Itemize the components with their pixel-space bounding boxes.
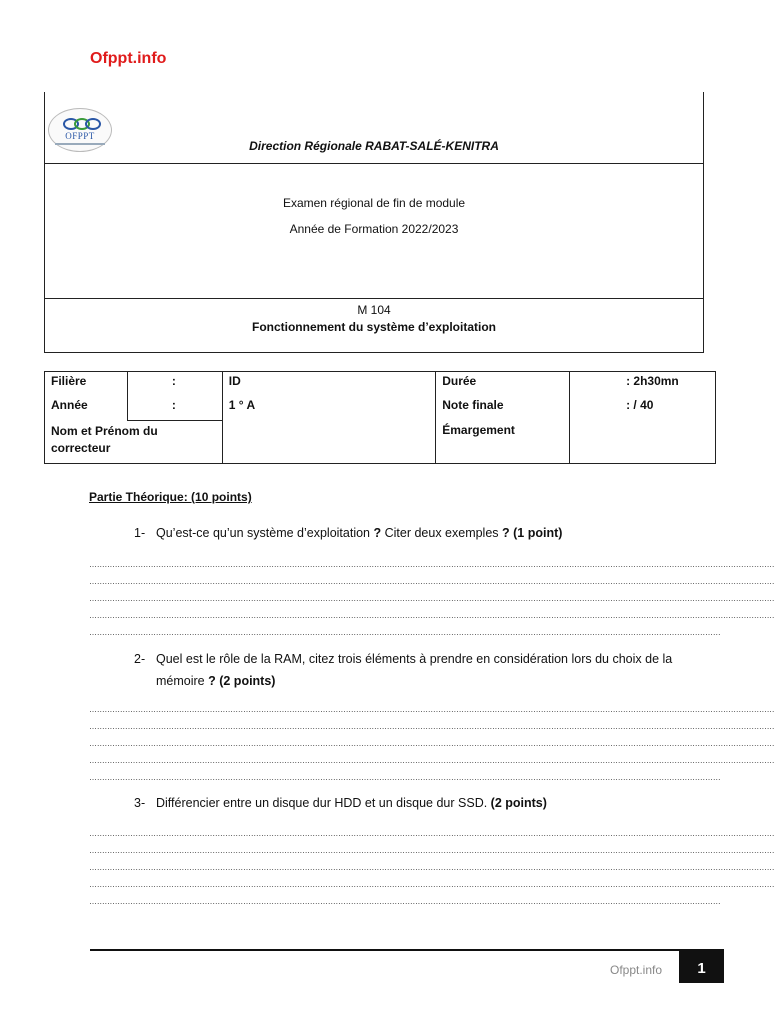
emargement-label: Émargement: [436, 421, 570, 464]
footer-site[interactable]: Ofppt.info: [610, 963, 663, 977]
question-number: 3-: [134, 796, 146, 810]
info-table: [44, 371, 716, 464]
emargement-field: [570, 421, 716, 464]
question-3: [134, 792, 674, 814]
question-text: Qu’est-ce qu’un système d’exploitation ? Citer deux exemples ? (1 point): [156, 526, 563, 540]
filiere-colon: :: [127, 372, 222, 397]
answer-area-2[interactable]: …………………………………………………………………………………………………………………………………………………………………………………………………………………………………………… …………………………………………………………………………………………………………………………………………………………………………………………………………………………………………… …………………………………………………………………………………………………………………………………………………………………………………………………………………………………………… …………………………………………………………………………………………………………………………………………………………………………………………………………………………………………… …………………………………………………………………………………………………………………………………………………………………………………………………………………………: [89, 705, 774, 782]
correcteur-label: Nom et Prénom du correcteur: [45, 421, 223, 464]
question-text: Différencier entre un disque dur HDD et un disque dur SSD. (2 points): [156, 796, 547, 810]
page-number: 1: [679, 951, 724, 983]
filiere-label: Filière: [45, 372, 128, 397]
duree-label: Durée: [436, 372, 570, 397]
question-text: Quel est le rôle de la RAM, citez trois éléments à prendre en considération lors du choix de la mémoire ? (2 points): [156, 652, 673, 688]
annee-label: Année: [45, 396, 128, 421]
answer-area-3[interactable]: …………………………………………………………………………………………………………………………………………………………………………………………………………………………………………… …………………………………………………………………………………………………………………………………………………………………………………………………………………………………………… …………………………………………………………………………………………………………………………………………………………………………………………………………………………………………… …………………………………………………………………………………………………………………………………………………………………………………………………………………………………………… …………………………………………………………………………………………………………………………………………………………………………………………………………………………: [89, 829, 774, 906]
site-link[interactable]: Ofppt.info: [90, 50, 167, 67]
annee-colon: :: [127, 396, 222, 421]
training-year: Année de Formation 2022/2023: [289, 222, 459, 236]
module-code: M 104: [357, 303, 391, 317]
note-value: : / 40: [570, 396, 716, 421]
header-box: [44, 92, 704, 353]
filiere-value: ID: [222, 372, 435, 397]
question-2: [134, 648, 696, 692]
module-name: Fonctionnement du système d’exploitation: [251, 320, 497, 334]
note-label: Note finale: [436, 396, 570, 421]
duree-value: : 2h30mn: [570, 372, 716, 397]
question-number: 1-: [134, 526, 146, 540]
exam-title: Examen régional de fin de module: [282, 196, 466, 210]
part-title: Partie Théorique: (10 points): [89, 490, 252, 504]
direction-title: Direction Régionale RABAT-SALÉ-KENITRA: [249, 139, 499, 153]
answer-area-1[interactable]: …………………………………………………………………………………………………………………………………………………………………………………………………………………………………………… …………………………………………………………………………………………………………………………………………………………………………………………………………………………………………… …………………………………………………………………………………………………………………………………………………………………………………………………………………………………………… …………………………………………………………………………………………………………………………………………………………………………………………………………………………………………… …………………………………………………………………………………………………………………………………………………………………………………………………………………………: [89, 560, 774, 637]
correcteur-field: [222, 421, 435, 464]
question-1: [134, 522, 674, 544]
footer-divider: [90, 949, 724, 951]
ofppt-logo: OFPPT: [48, 108, 112, 152]
annee-value: 1 ° A: [222, 396, 435, 421]
question-number: 2-: [134, 652, 146, 666]
